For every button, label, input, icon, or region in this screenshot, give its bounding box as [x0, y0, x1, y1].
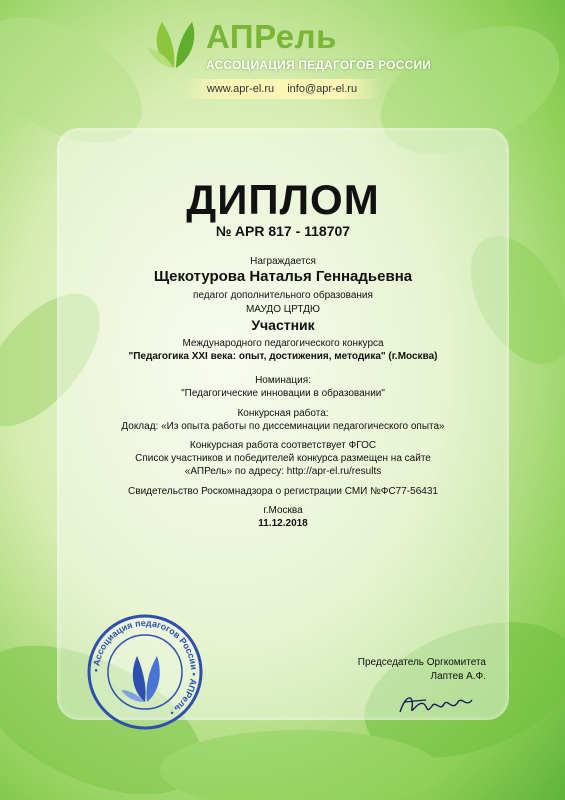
awardee-position: педагог дополнительного образования: [193, 290, 373, 301]
nomination-value: "Педагогические инновации в образовании": [181, 388, 385, 399]
media-registration: Свидетельство Роскомнадзора о регистрации СМИ №ФС77-56431: [128, 486, 438, 497]
brand-logo: [146, 16, 446, 76]
brand-name: АПРель: [206, 18, 337, 55]
signer-role: Председатель Оргкомитета: [357, 657, 486, 668]
fgos-note: Конкурсная работа соответствует ФГОС: [189, 440, 377, 451]
organization-seal-icon: [85, 612, 205, 732]
handwritten-signature: [396, 690, 476, 720]
work-title: Доклад: «Из опыта работы по диссеминации педагогического опыта»: [121, 421, 445, 432]
diploma-number: № APR 817 - 118707: [215, 223, 351, 239]
awardee-organization: МАУДО ЦРТДЮ: [245, 304, 321, 315]
leaf-logo-icon: [146, 16, 202, 72]
awarded-label: Награждается: [250, 256, 316, 267]
participation-status: Участник: [251, 317, 315, 333]
website-link[interactable]: www.apr-el.ru: [206, 83, 275, 95]
signature-block: [336, 656, 486, 684]
contest-name: "Педагогика XXI века: опыт, достижения, методика" (г.Москва): [128, 351, 438, 362]
work-label: Конкурсная работа:: [237, 408, 329, 419]
issue-city: г.Москва: [263, 505, 303, 516]
signer-name: Лаптев А.Ф.: [430, 671, 486, 682]
brand-subtitle: АССОЦИАЦИЯ ПЕДАГОГОВ РОССИИ: [206, 58, 432, 72]
nomination-label: Номинация:: [255, 375, 311, 386]
stamp-text: • Ассоциация педагогов России • АПРель •: [90, 617, 200, 718]
contest-type: Международного педагогического конкурса: [182, 338, 384, 349]
issue-date: 11.12.2018: [258, 518, 308, 529]
diploma-title: ДИПЛОМ: [186, 176, 380, 223]
contact-bar: [182, 79, 382, 99]
awardee-name: Щекотурова Наталья Геннадьевна: [153, 268, 413, 285]
results-note-2: «АПРель» по адресу: http://apr-el.ru/results: [184, 466, 382, 477]
email-link[interactable]: info@apr-el.ru: [287, 83, 358, 95]
results-note-1: Список участников и победителей конкурса размещен на сайте: [135, 453, 431, 464]
